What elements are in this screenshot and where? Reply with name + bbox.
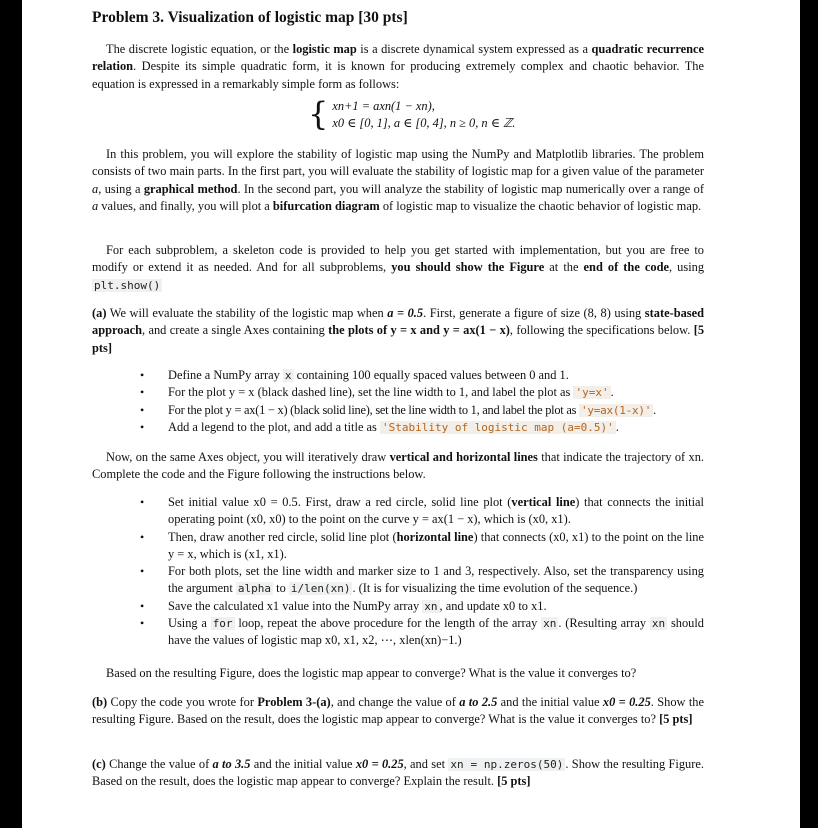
- now-paragraph: Now, on the same Axes object, you will iteratively draw vertical and horizontal lines that indicate the trajectory of xn. Complete the code and the Figure following the instructions below.: [92, 450, 704, 482]
- list-item: • Add a legend to the plot, and add a title as 'Stability of logistic map (a=0.5)' .: [140, 419, 704, 436]
- list-item: • For the plot y = x (black dashed line), set the line width to 1, and label the plot as 'y=x' .: [140, 384, 704, 401]
- list-item: • Save the calculated x1 value into the NumPy array xn , and update x0 to x1.: [140, 598, 704, 615]
- bullet-list-a: [140, 367, 704, 436]
- code-plt-show: plt.show(): [94, 278, 161, 292]
- instructions-paragraph: For each subproblem, a skeleton code is provided to help you get started with implementation, but you are free to modify or extend it as needed. And for all subproblems, you should show the Figure at the end of the code, using plt.show(): [92, 243, 705, 292]
- equation-line-2: x0 ∈ [0, 1], a ∈ [0, 4], n ≥ 0, n ∈ ℤ.: [332, 116, 516, 130]
- part-b-paragraph: (b) Copy the code you wrote for Problem 3-(a), and change the value of a to 2.5 and the initial value x0 = 0.25. Show the resulting Figure. Based on the result, does the logistic map appear to converge? What is the value it converges to? [5 pts]: [92, 695, 704, 727]
- list-item: • For the plot y = ax(1 − x) (black solid line), set the line width to 1, and label the plot as 'y=ax(1-x)' .: [140, 402, 704, 419]
- list-item: • Using a for loop, repeat the above procedure for the length of the array xn . (Resulting array xn should have the values of logistic map x0, x1, x2, ⋯, xlen(xn)−1.): [140, 615, 704, 650]
- list-item: • Then, draw another red circle, solid line plot (horizontal line) that connects (x0, x1) to the point on the line y = x, which is (x1, x1).: [140, 529, 704, 564]
- convergence-question: Based on the resulting Figure, does the logistic map appear to converge? What is the value it converges to?: [106, 666, 637, 680]
- intro-paragraph: The discrete logistic equation, or the logistic map is a discrete dynamical system expressed as a quadratic recurrence relation. Despite its simple quadratic form, it is known for producing extremely complex and chaotic behavior. The equation is expressed in a remarkably simple form as follows:: [92, 42, 705, 91]
- logistic-equation: [308, 95, 516, 133]
- bullet-list-b: [140, 494, 704, 650]
- problem-title: Problem 3. Visualization of logistic map [30 pts]: [92, 9, 408, 26]
- list-item: • Define a NumPy array x containing 100 equally spaced values between 0 and 1.: [140, 367, 704, 384]
- overview-paragraph: In this problem, you will explore the stability of logistic map using the NumPy and Matplotlib libraries. The problem consists of two main parts. In the first part, you will evaluate the stability of logistic map for a given value of the parameter a, using a graphical method. In the second part, you will analyze the stability of logistic map numerically over a range of a values, and finally, you will plot a bifurcation diagram of logistic map to visualize the chaotic behavior of logistic map.: [92, 147, 704, 213]
- brace-glyph: {: [308, 95, 329, 133]
- equation-line-1: xn+1 = axn(1 − xn),: [332, 99, 435, 113]
- part-a-paragraph: (a) We will evaluate the stability of the logistic map when a = 0.5. First, generate a figure of size (8, 8) using state-based approach, and create a single Axes containing the plots of y = x and y = ax(1 − x), following the specifications below. [5 pts]: [92, 306, 705, 355]
- list-item: • Set initial value x0 = 0.5. First, draw a red circle, solid line plot (vertical line) that connects the initial operating point (x0, x0) to the point on the curve y = ax(1 − x), which is (x0, x1).: [140, 494, 704, 529]
- list-item: • For both plots, set the line width and marker size to 1 and 3, respectively. Also, set the transparency using the argument alpha to i/len(xn) . (It is for visualizing the time evolution of the sequence.): [140, 563, 704, 598]
- part-c-paragraph: (c) Change the value of a to 3.5 and the initial value x0 = 0.25, and set xn = np.zeros(50) . Show the resulting Figure. Based on the result, does the logistic map appear to converge? Explain the result. [5 pts]: [92, 757, 704, 789]
- code-np-zeros: xn = np.zeros(50): [450, 758, 564, 771]
